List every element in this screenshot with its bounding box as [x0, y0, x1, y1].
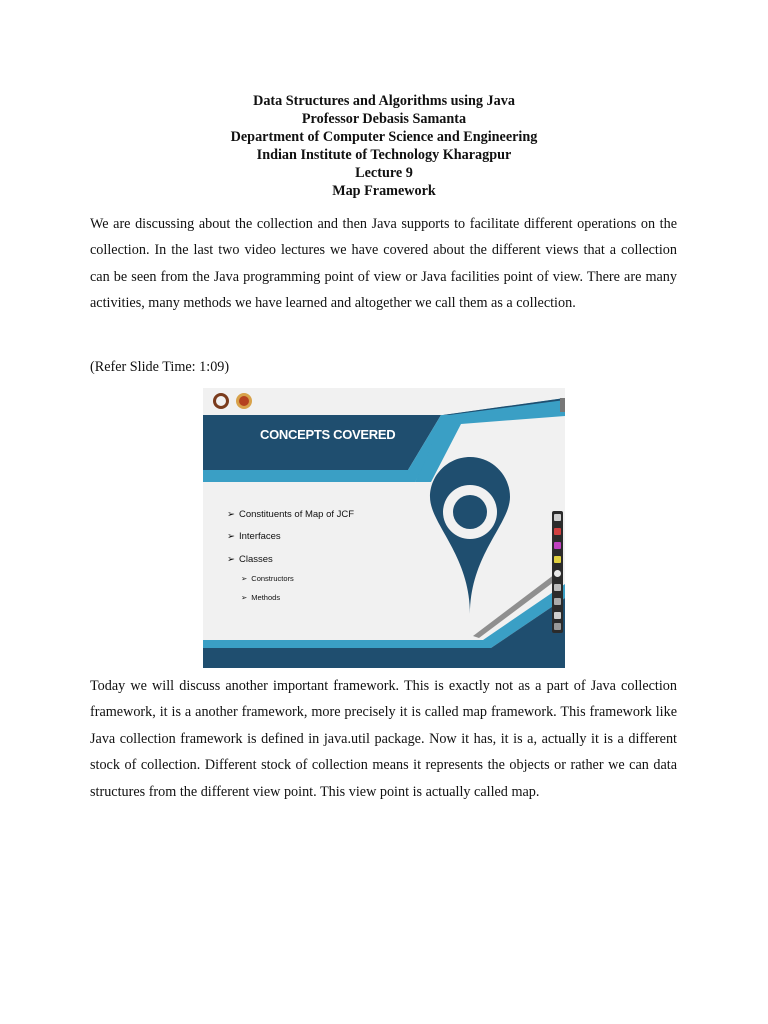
clear-icon — [554, 612, 561, 619]
slide-image — [203, 388, 565, 668]
body-paragraph: Today we will discuss another important framework. This is exactly not as a part of Java collection framework, it is a another framework, more precisely it is called map framework. This framework like Java collection framework is defined in java.util package. Now it has, it is a, actually it is a different stock of collection. Different stock of collection means it represents the objects or rather we can data structures from the different view point. This view point is actually called map. — [90, 678, 677, 800]
slide-bullet: ➢ Interfaces — [227, 531, 281, 542]
arrow-icon: ➢ — [227, 531, 235, 542]
refer-slide-time: (Refer Slide Time: 1:09) — [90, 359, 230, 375]
institute-name: Indian Institute of Technology Kharagpur — [256, 147, 512, 163]
arrow-icon: ➢ — [227, 509, 235, 520]
department-name: Department of Computer Science and Engineering — [230, 129, 538, 145]
arrow-icon: ➢ — [241, 593, 248, 602]
slide-subbullet: ➢ Methods — [241, 593, 281, 602]
arrow-icon: ➢ — [241, 574, 248, 583]
slide-subbullet: ➢ Constructors — [241, 574, 294, 583]
intro-paragraph: We are discussing about the collection and then Java supports to facilitate different operations on the collection. In the last two video lectures we have covered about the different views that a collection can be seen from the Java programming point of view or Java facilities point of view. There are many activities, many methods we have learned and altogether we call them as a collection. — [90, 216, 677, 312]
pen-purple-icon — [554, 542, 561, 549]
annotation-toolbar — [552, 511, 563, 633]
pen-red-icon — [554, 528, 561, 535]
close-tool-icon — [554, 623, 561, 630]
circle-tool-icon — [554, 570, 561, 577]
arrow-icon: ➢ — [227, 554, 235, 565]
document-header — [0, 92, 768, 200]
pointer-icon — [554, 514, 561, 521]
highlighter-icon — [554, 556, 561, 563]
lecture-topic: Map Framework — [332, 183, 436, 199]
professor-name: Professor Debasis Samanta — [301, 111, 467, 127]
slide-bullet: ➢ Constituents of Map of JCF — [227, 509, 355, 520]
lecture-number: Lecture 9 — [355, 165, 413, 181]
slide-bullet: ➢ Classes — [227, 554, 273, 565]
eraser-icon — [554, 598, 561, 605]
course-title: Data Structures and Algorithms using Java — [253, 93, 515, 109]
line-tool-icon — [554, 584, 561, 591]
slide-title: CONCEPTS COVERED — [260, 427, 396, 442]
